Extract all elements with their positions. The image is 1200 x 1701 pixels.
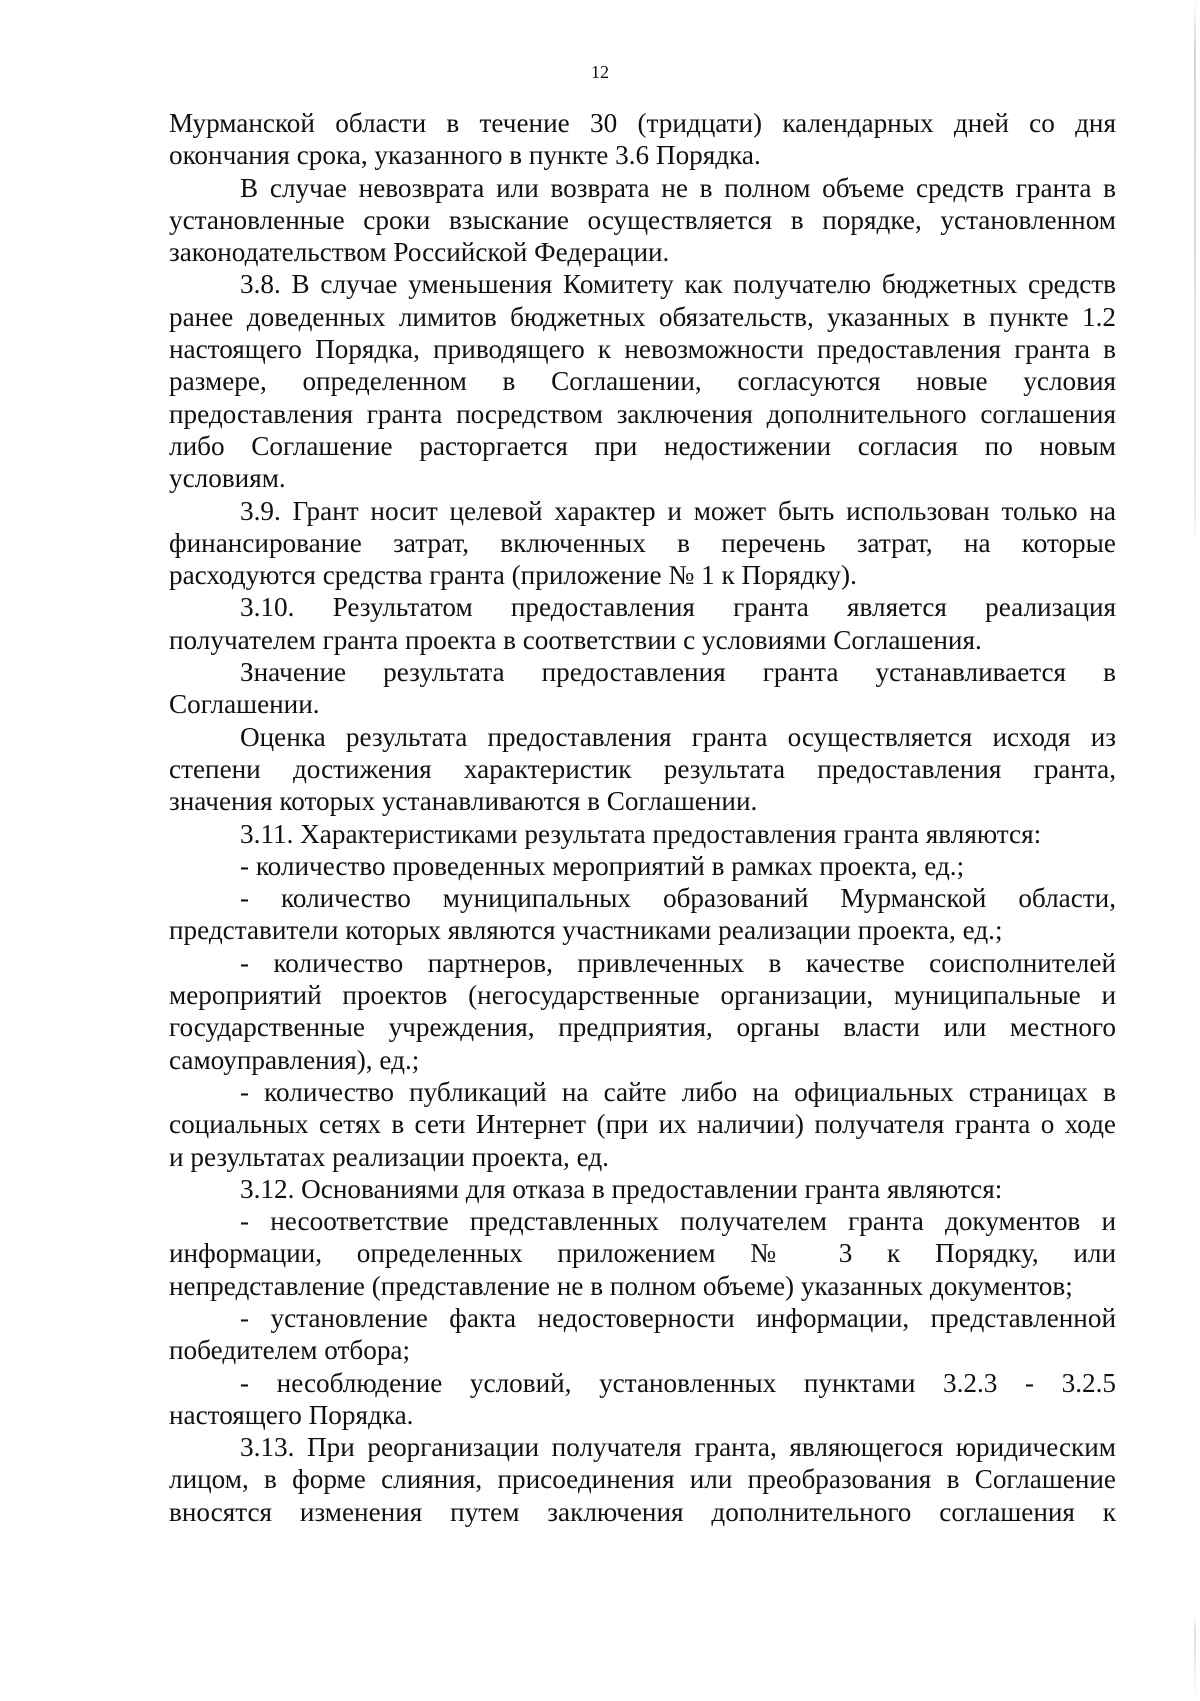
text-line: 3.8. В случае уменьшения Комитету как получателю бюджетных средств [240, 269, 1116, 300]
text-line: победителем отбора; [169, 1335, 411, 1366]
text-line: социальных сетях в сети Интернет (при их наличии) получателя гранта о ходе [169, 1109, 1116, 1140]
text-line: - установление факта недостоверности информации, представленной [240, 1302, 1116, 1333]
text-line: настоящего Порядка, приводящего к невозможности предоставления гранта в [169, 334, 1116, 365]
text-line: - несоблюдение условий, установленных пунктами 3.2.3 - 3.2.5 [240, 1367, 1116, 1398]
text-line: В случае невозврата или возврата не в полном объеме средств гранта в [240, 172, 1116, 203]
scan-edge-artifact [1194, 0, 1196, 1701]
text-line: установленные сроки взыскание осуществляется в порядке, установленном [169, 204, 1116, 235]
text-line: настоящего Порядка. [169, 1399, 414, 1430]
text-line: государственные учреждения, предприятия, органы власти или местного [169, 1012, 1116, 1043]
text-line: размере, определенном в Соглашении, согласуются новые условия [169, 366, 1116, 397]
text-line: самоуправления), ед.; [169, 1044, 420, 1075]
text-line: расходуются средства гранта (приложение № 1 к Порядку). [169, 560, 857, 591]
text-line: условиям. [169, 463, 286, 494]
text-line: - количество муниципальных образований Мурманской области, [240, 883, 1116, 914]
text-line: степени достижения характеристик результата предоставления гранта, [169, 753, 1116, 784]
text-line: 3.11. Характеристиками результата предоставления гранта являются: [240, 818, 1042, 849]
text-line: 3.12. Основаниями для отказа в предоставлении гранта являются: [240, 1173, 1003, 1204]
text-line: значения которых устанавливаются в Соглашении. [169, 786, 758, 817]
text-line: окончания срока, указанного в пункте 3.6 Порядка. [169, 140, 761, 171]
page-number: 12 [591, 62, 609, 82]
text-line: 3.9. Грант носит целевой характер и может быть использован только на [240, 495, 1116, 526]
text-line: либо Соглашение расторгается при недостижении согласия по новым [169, 430, 1116, 461]
text-line: получателем гранта проекта в соответствии с условиями Соглашения. [169, 624, 982, 655]
text-line: представители которых являются участниками реализации проекта, ед.; [169, 915, 1003, 946]
document-body [169, 107, 1116, 1528]
text-line: Соглашении. [169, 689, 320, 720]
text-line: 3.10. Результатом предоставления гранта является реализация [240, 592, 1116, 623]
text-line: информации, определенных приложением № 3 к Порядку, или [169, 1238, 1116, 1269]
text-line: вносятся изменения путем заключения дополнительного соглашения к [169, 1496, 1116, 1527]
text-line: Оценка результата предоставления гранта осуществляется исходя из [240, 721, 1116, 752]
text-line: предоставления гранта посредством заключения дополнительного соглашения [169, 398, 1116, 429]
text-line: - количество партнеров, привлеченных в качестве соисполнителей [240, 947, 1116, 978]
text-line: Мурманской области в течение 30 (тридцати) календарных дней со дня [169, 108, 1116, 138]
text-line: финансирование затрат, включенных в перечень затрат, на которые [169, 527, 1116, 558]
text-line: и результатах реализации проекта, ед. [169, 1141, 609, 1172]
text-line: ранее доведенных лимитов бюджетных обязательств, указанных в пункте 1.2 [169, 301, 1116, 332]
text-line: - несоответствие представленных получателем гранта документов и [240, 1206, 1116, 1237]
text-line: лицом, в форме слияния, присоединения или преобразования в Соглашение [169, 1464, 1116, 1495]
text-line: - количество проведенных мероприятий в рамках проекта, ед.; [240, 850, 965, 881]
text-line: 3.13. При реорганизации получателя гранта, являющегося юридическим [240, 1432, 1116, 1463]
text-line: законодательством Российской Федерации. [169, 237, 670, 268]
text-line: мероприятий проектов (негосударственные организации, муниципальные и [169, 980, 1116, 1011]
text-line: - количество публикаций на сайте либо на официальных страницах в [240, 1076, 1116, 1107]
text-line: непредставление (представление не в полном объеме) указанных документов; [169, 1270, 1073, 1301]
text-line: Значение результата предоставления гранта устанавливается в [240, 657, 1116, 688]
